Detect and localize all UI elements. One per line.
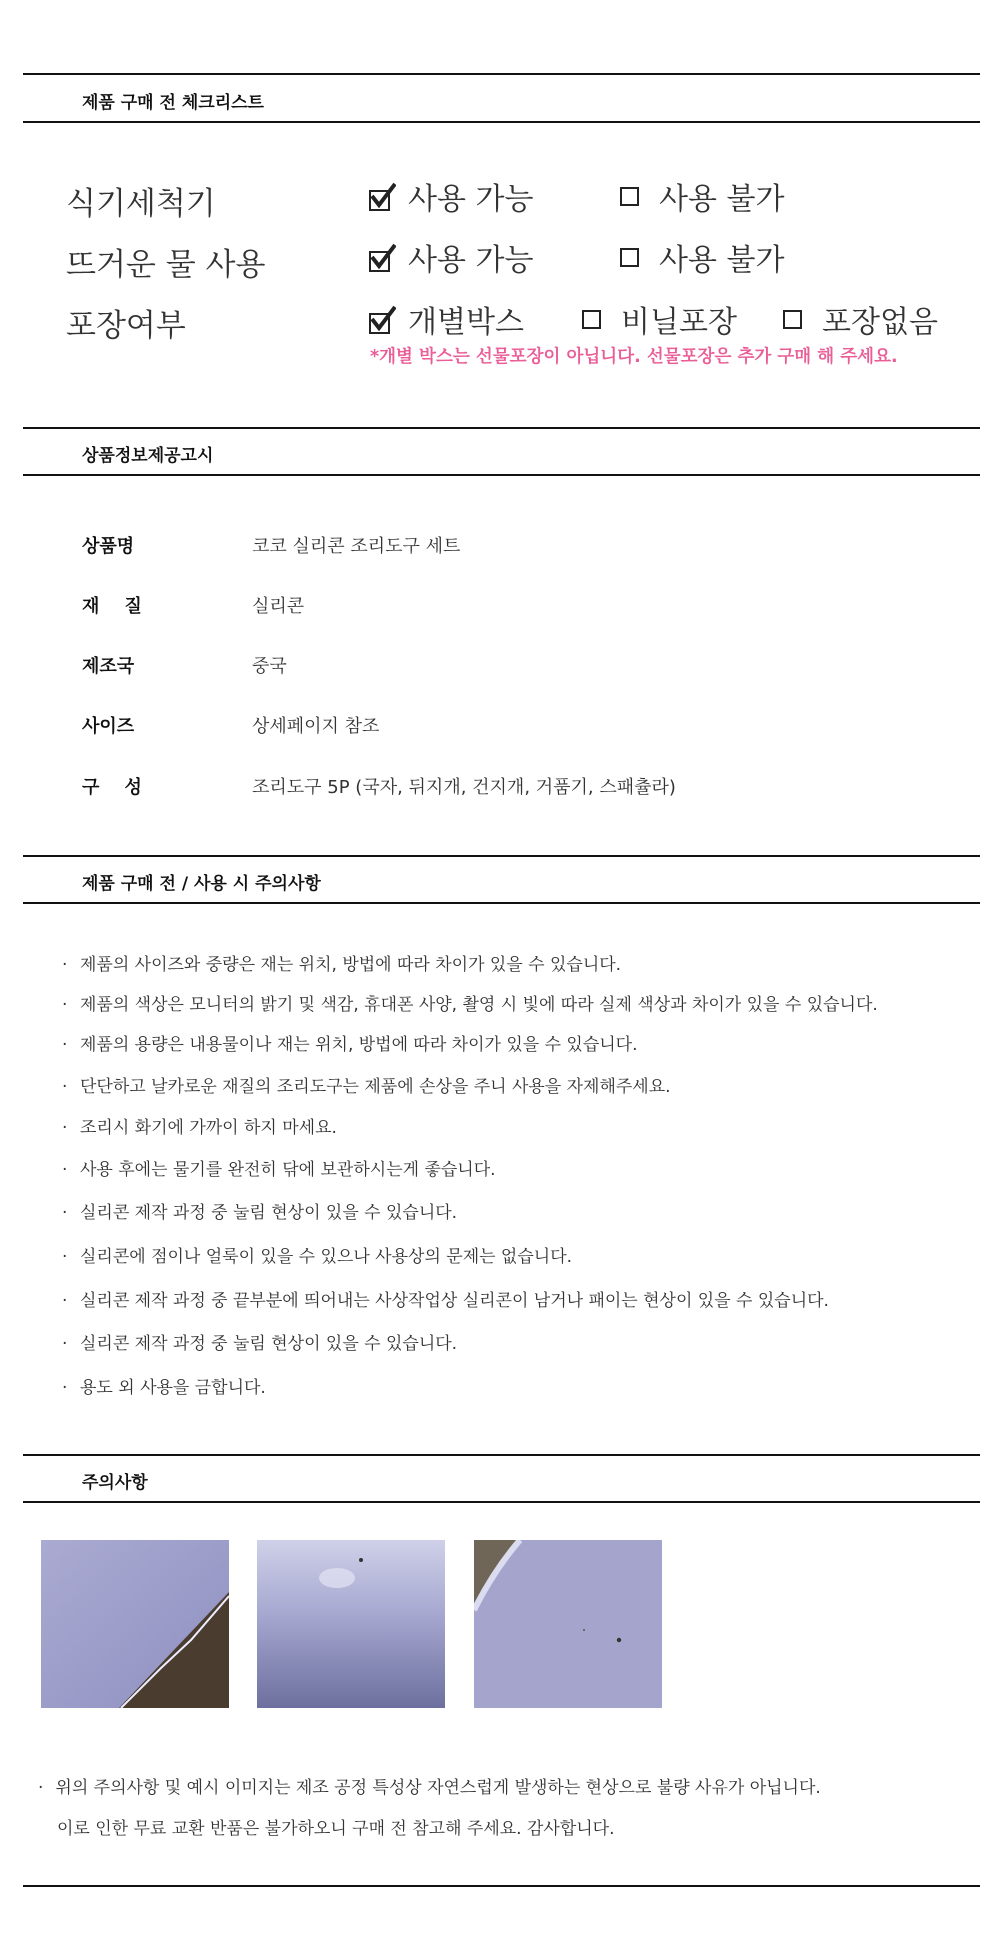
- list-item-text: 제품의 용량은 내용물이나 재는 위치, 방법에 따라 차이가 있을 수 있습니다.: [80, 1035, 638, 1055]
- info-label: 상품명: [82, 536, 135, 557]
- info-label: 사이즈: [82, 716, 135, 737]
- empty-checkbox-icon: [620, 248, 639, 267]
- list-item: [62, 1072, 671, 1097]
- checklist-label-dishwasher: 식기세척기: [66, 186, 216, 222]
- info-row-origin: [82, 652, 962, 682]
- caution-footnote-line-2: 이로 인한 무료 교환 반품은 불가하오니 구매 전 참고해 주세요. 감사합니다.: [57, 1819, 615, 1839]
- list-item: [62, 1113, 337, 1138]
- info-value: 코코 실리콘 조리도구 세트: [252, 536, 461, 557]
- list-item: [62, 990, 878, 1015]
- caution-title: 주의사항: [82, 1473, 148, 1493]
- divider: [23, 1501, 980, 1503]
- precautions-title: 제품 구매 전 / 사용 시 주의사항: [82, 874, 321, 894]
- example-photo-dent: [257, 1540, 445, 1708]
- bullet: ·: [62, 1378, 68, 1398]
- list-item: [62, 1373, 266, 1398]
- list-item-text: 단단하고 날카로운 재질의 조리도구는 제품에 손상을 주니 사용을 자제해주세요.: [80, 1077, 671, 1097]
- list-item: [62, 1198, 457, 1223]
- list-item-text: 사용 후에는 물기를 완전히 닦에 보관하시는게 좋습니다.: [80, 1160, 496, 1180]
- info-value: 실리콘: [252, 596, 305, 617]
- list-item: [62, 1242, 572, 1267]
- gift-wrap-note: *개별 박스는 선물포장이 아닙니다. 선물포장은 추가 구매 해 주세요.: [370, 347, 898, 367]
- example-photo-spot: [474, 1540, 662, 1708]
- list-item-text: 용도 외 사용을 금합니다.: [80, 1378, 266, 1398]
- bullet: ·: [62, 1247, 68, 1267]
- checked-checkbox-icon: [368, 243, 396, 273]
- checklist-label-packaging: 포장여부: [66, 308, 186, 344]
- checklist-title: 제품 구매 전 체크리스트: [82, 93, 264, 113]
- option-label: 포장없음: [822, 305, 938, 340]
- bullet: ·: [62, 995, 68, 1015]
- list-item: [62, 1030, 638, 1055]
- checklist-label-hot-water: 뜨거운 물 사용: [66, 247, 266, 283]
- divider: [23, 902, 980, 904]
- info-row-composition: [82, 773, 962, 803]
- bullet: ·: [38, 1778, 44, 1798]
- option-label: 비닐포장: [621, 305, 737, 340]
- option-dishwasher-available: [368, 174, 533, 218]
- info-label: 제조국: [82, 656, 135, 677]
- list-item-text: 실리콘 제작 과정 중 눌림 현상이 있을 수 있습니다.: [80, 1203, 458, 1223]
- checked-checkbox-icon: [368, 182, 396, 212]
- empty-checkbox-icon: [582, 310, 601, 329]
- list-item: [62, 1286, 829, 1311]
- bullet: ·: [62, 1291, 68, 1311]
- info-value: 상세페이지 참조: [252, 716, 380, 737]
- info-row-size: [82, 712, 962, 742]
- list-item-text: 실리콘에 점이나 얼룩이 있을 수 있으나 사용상의 문제는 없습니다.: [80, 1247, 573, 1267]
- footnote-text: 위의 주의사항 및 예시 이미지는 제조 공정 특성상 자연스럽게 발생하는 현상으로 불량 사유가 아닙니다.: [55, 1778, 821, 1798]
- option-packaging-vinyl: [582, 297, 737, 341]
- list-item: [62, 950, 621, 975]
- list-item: [62, 1155, 496, 1180]
- checked-checkbox-icon: [368, 305, 396, 335]
- bullet: ·: [62, 1077, 68, 1097]
- caution-footnote-line-1: [38, 1773, 821, 1798]
- divider: [23, 855, 980, 857]
- list-item: [62, 1329, 457, 1354]
- bullet: ·: [62, 1118, 68, 1138]
- option-label: 사용 가능: [408, 182, 534, 217]
- info-row-name: [82, 532, 962, 562]
- divider: [23, 121, 980, 123]
- empty-checkbox-icon: [620, 187, 639, 206]
- bullet: ·: [62, 955, 68, 975]
- info-label: 구 성: [82, 777, 142, 798]
- bullet: ·: [62, 1203, 68, 1223]
- option-hot-water-available: [368, 235, 533, 279]
- bullet: ·: [62, 1160, 68, 1180]
- product-info-title: 상품정보제공고시: [82, 446, 214, 466]
- list-item-text: 제품의 사이즈와 중량은 재는 위치, 방법에 따라 차이가 있을 수 있습니다.: [80, 955, 622, 975]
- info-value: 중국: [252, 656, 287, 677]
- option-packaging-box: [368, 297, 524, 341]
- bullet: ·: [62, 1334, 68, 1354]
- option-hot-water-unavailable: [620, 235, 784, 279]
- bullet: ·: [62, 1035, 68, 1055]
- option-label: 사용 불가: [659, 243, 785, 278]
- divider: [23, 427, 980, 429]
- list-item-text: 실리콘 제작 과정 중 눌림 현상이 있을 수 있습니다.: [80, 1334, 458, 1354]
- option-label: 사용 불가: [659, 182, 785, 217]
- divider: [23, 1454, 980, 1456]
- option-packaging-none: [783, 297, 938, 341]
- info-row-material: [82, 592, 962, 622]
- divider: [23, 73, 980, 75]
- divider: [23, 474, 980, 476]
- list-item-text: 조리시 화기에 가까이 하지 마세요.: [80, 1118, 337, 1138]
- example-photo-edge-burr: [41, 1540, 229, 1708]
- info-label: 재 질: [82, 596, 142, 617]
- option-label: 개별박스: [408, 305, 524, 340]
- list-item-text: 실리콘 제작 과정 중 끝부분에 띄어내는 사상작업상 실리콘이 남거나 패이는 현상이 있을 수 있습니다.: [80, 1291, 829, 1311]
- list-item-text: 제품의 색상은 모니터의 밝기 및 색감, 휴대폰 사양, 촬영 시 빛에 따라 실제 색상과 차이가 있을 수 있습니다.: [80, 995, 878, 1015]
- option-label: 사용 가능: [408, 243, 534, 278]
- empty-checkbox-icon: [783, 310, 802, 329]
- option-dishwasher-unavailable: [620, 174, 784, 218]
- info-value: 조리도구 5P (국자, 뒤지개, 건지개, 거품기, 스패츌라): [252, 777, 676, 798]
- divider: [23, 1885, 980, 1887]
